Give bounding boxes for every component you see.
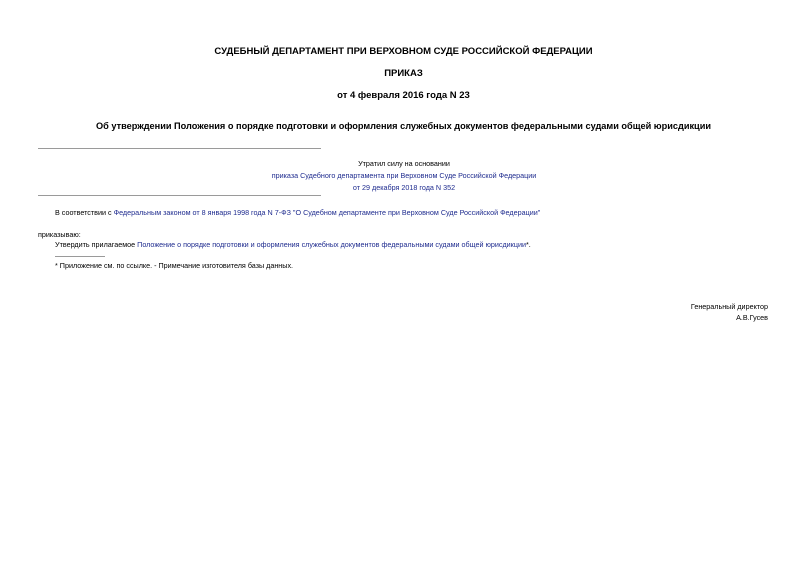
status-note [244,158,564,194]
orders-label: приказываю: [38,230,81,239]
paragraph-basis [55,208,540,217]
federal-law-link[interactable]: Федеральным законом от 8 января 1998 года N 7-ФЗ "О Судебном департаменте при Верховном Суде Российской Федерации" [113,208,541,217]
repeal-order-date-link[interactable]: от 29 декабря 2018 года N 352 [352,183,456,192]
signature-block [640,301,768,323]
footnote: * Приложение см. по ссылке. - Примечание изготовителя базы данных. [55,261,294,270]
divider-bottom [38,195,321,196]
department-heading: СУДЕБНЫЙ ДЕПАРТАМЕНТ ПРИ ВЕРХОВНОМ СУДЕ РОССИЙСКОЙ ФЕДЕРАЦИИ [214,46,593,57]
signature-name: А.В.Гусев [736,313,768,322]
doc-type-heading: ПРИКАЗ [384,68,423,79]
regulation-link[interactable]: Положение о порядке подготовки и оформления служебных документов федеральными судами общей юрисдикции [137,240,526,249]
paragraph-approve [55,240,531,249]
repeal-order-link[interactable]: приказа Судебного департамента при Верховном Суде Российской Федерации [271,171,537,180]
footnote-divider [55,256,105,257]
signature-title: Генеральный директор [690,302,768,311]
doc-subject-heading: Об утверждении Положения о порядке подготовки и оформления служебных документов федеральными судами общей юрисдикции [95,121,712,131]
paragraph-approve-prefix: Утвердить прилагаемое [55,240,138,249]
paragraph-approve-suffix: *. [525,240,531,249]
status-note-text: Утратил силу на основании [358,159,450,168]
divider-top [38,148,321,149]
paragraph-basis-prefix: В соответствии с [55,208,114,217]
doc-date-heading: от 4 февраля 2016 года N 23 [337,90,470,101]
